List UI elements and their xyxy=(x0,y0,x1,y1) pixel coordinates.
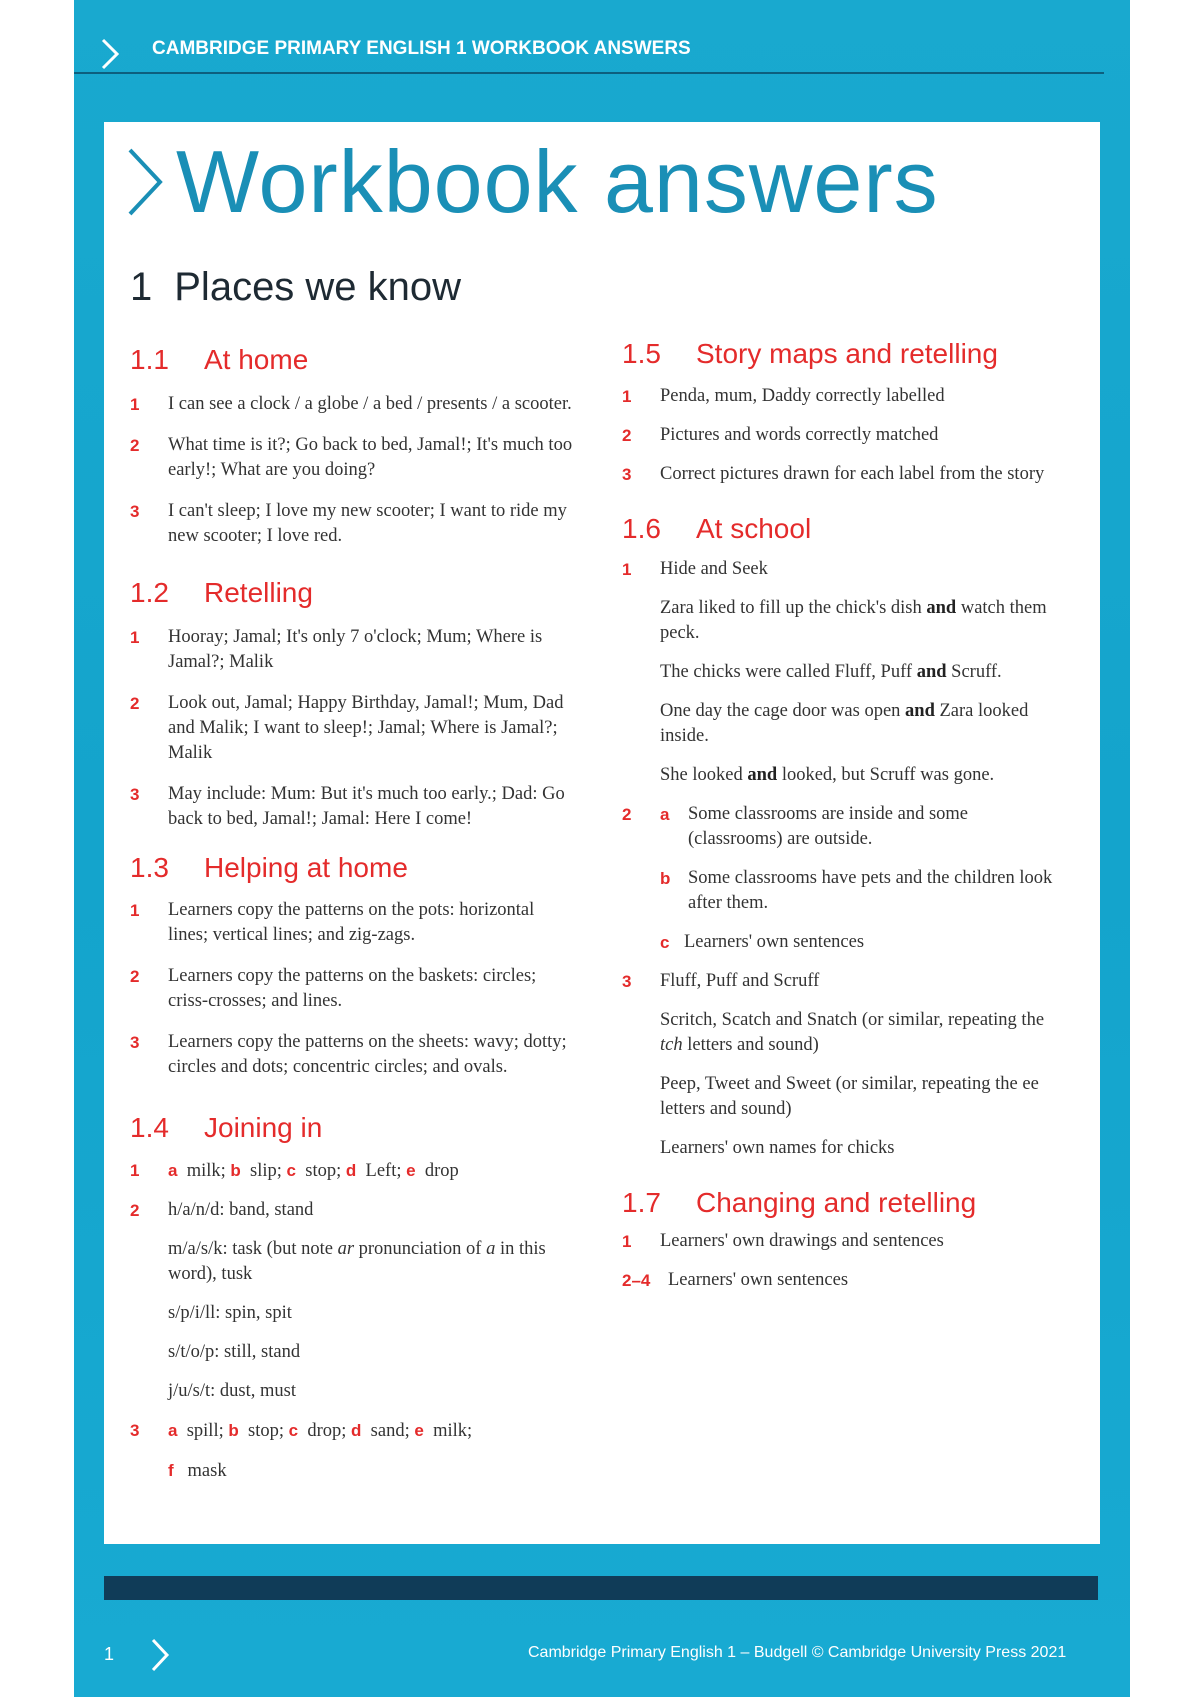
answer-item: 3 Learners copy the patterns on the sheets: wavy; dotty; circles and dots; concentric circles; and ovals. xyxy=(130,1030,575,1080)
answer-text: Learners' own sentences xyxy=(684,932,865,952)
section-heading xyxy=(622,1187,1067,1219)
answer-text: f mask xyxy=(168,1461,227,1481)
answer-text: The chicks were called Fluff, Puff and Scruff. xyxy=(660,662,1002,682)
answer-text: a milk; b slip; c stop; d Left; e drop xyxy=(168,1161,459,1181)
answer-item: 3 a spill; b stop; c drop; d sand; e milk; xyxy=(130,1418,575,1444)
answer-text: Some classrooms have pets and the children look after them. xyxy=(688,868,1053,913)
chevron-right-icon xyxy=(150,1638,170,1672)
answer-text: Learners' own drawings and sentences xyxy=(660,1231,944,1251)
answer-item: 1 Learners copy the patterns on the pots: horizontal lines; vertical lines; and zig-zags. xyxy=(130,898,575,948)
header-divider xyxy=(74,72,1104,74)
answer-item: 2 What time is it?; Go back to bed, Jamal!; It's much too early!; What are you doing? xyxy=(130,433,575,483)
answer-text: I can't sleep; I love my new scooter; I want to ride my new scooter; I love red. xyxy=(168,501,567,546)
chevron-right-icon xyxy=(100,38,120,70)
unit-title-text: Places we know xyxy=(174,265,462,309)
answer-item: 1 a milk; b slip; c stop; d Left; e drop xyxy=(130,1158,575,1184)
answer-text: j/u/s/t: dust, must xyxy=(168,1381,296,1401)
section-title: Changing and retelling xyxy=(696,1187,977,1218)
right-column xyxy=(622,338,1067,1293)
answer-item: 1 Hooray; Jamal; It's only 7 o'clock; Mum; Where is Jamal?; Malik xyxy=(130,625,575,675)
page-title-text: Workbook answers xyxy=(176,132,939,231)
unit-number: 1 xyxy=(130,265,153,309)
answer-number: 2–4 xyxy=(622,1271,651,1290)
answer-text: Learners copy the patterns on the baskets: circles; criss-crosses; and lines. xyxy=(168,966,537,1011)
answer-text: May include: Mum: But it's much too early.; Dad: Go back to bed, Jamal!; Jamal: Here I come! xyxy=(168,784,565,829)
footer-bar xyxy=(104,1576,1098,1600)
answer-text: Fluff, Puff and Scruff xyxy=(660,971,820,991)
running-header: CAMBRIDGE PRIMARY ENGLISH 1 WORKBOOK ANSWERS xyxy=(152,38,691,59)
answer-text: m/a/s/k: task (but note ar pronunciation of a in this word), tusk xyxy=(168,1239,546,1284)
answer-text: Penda, mum, Daddy correctly labelled xyxy=(660,386,945,406)
answer-item: 2 Pictures and words correctly matched xyxy=(622,423,1067,448)
section-number: 1.7 xyxy=(622,1187,661,1218)
section-heading xyxy=(622,338,1067,370)
answer-text: Learners copy the patterns on the pots: horizontal lines; vertical lines; and zig-zags. xyxy=(168,900,535,945)
answer-text: Peep, Tweet and Sweet (or similar, repeating the ee letters and sound) xyxy=(660,1074,1039,1119)
answer-item: 3 May include: Mum: But it's much too early.; Dad: Go back to bed, Jamal!; Jamal: Here I come! xyxy=(130,782,575,832)
answer-text: Pictures and words correctly matched xyxy=(660,425,939,445)
section-title: Retelling xyxy=(204,577,313,608)
page-title xyxy=(126,132,939,232)
answer-text: What time is it?; Go back to bed, Jamal!; It's much too early!; What are you doing? xyxy=(168,435,573,480)
section-number: 1.1 xyxy=(130,344,169,375)
section-heading xyxy=(130,577,575,609)
left-column xyxy=(130,344,575,1484)
section-title: At school xyxy=(696,513,812,544)
answer-text: Look out, Jamal; Happy Birthday, Jamal!; Mum, Dad and Malik; I want to sleep!; Jamal; Where is Jamal?; Malik xyxy=(168,693,564,763)
answer-item: 1 Penda, mum, Daddy correctly labelled xyxy=(622,384,1067,409)
section-heading xyxy=(130,852,575,884)
answer-text: Learners copy the patterns on the sheets: wavy; dotty; circles and dots; concentric circles; and ovals. xyxy=(168,1032,567,1077)
section-heading xyxy=(130,1112,575,1144)
answer-item: 1 I can see a clock / a globe / a bed / presents / a scooter. xyxy=(130,392,575,417)
page-number: 1 xyxy=(104,1644,115,1664)
answer-item xyxy=(622,1268,1067,1293)
answer-text: One day the cage door was open and Zara looked inside. xyxy=(660,701,1029,746)
answer-item: 3 Correct pictures drawn for each label from the story xyxy=(622,462,1067,487)
answer-text: Zara liked to fill up the chick's dish and watch them peck. xyxy=(660,598,1047,643)
answer-item: 1 Hide and Seek xyxy=(622,557,1067,582)
answer-item: 2 a Some classrooms are inside and some (classrooms) are outside. b Some classrooms have pets and the children look after them. c Learners' own sentences xyxy=(622,802,1067,955)
answer-text: Hooray; Jamal; It's only 7 o'clock; Mum; Where is Jamal?; Malik xyxy=(168,627,543,672)
answer-item: 3 Fluff, Puff and Scruff xyxy=(622,969,1067,994)
section-number: 1.3 xyxy=(130,852,169,883)
answer-text: a spill; b stop; c drop; d sand; e milk; xyxy=(168,1421,473,1441)
answer-text: h/a/n/d: band, stand xyxy=(168,1200,314,1220)
answer-item: 2 Look out, Jamal; Happy Birthday, Jamal!; Mum, Dad and Malik; I want to sleep!; Jamal; Where is Jamal?; Malik xyxy=(130,691,575,766)
section-number: 1.4 xyxy=(130,1112,169,1143)
answer-text: Some classrooms are inside and some (classrooms) are outside. xyxy=(688,804,969,849)
answer-text: She looked and looked, but Scruff was gone. xyxy=(660,765,995,785)
answer-item: 1 Learners' own drawings and sentences xyxy=(622,1229,1067,1254)
section-title: At home xyxy=(204,344,309,375)
answer-text: Hide and Seek xyxy=(660,559,768,579)
section-title: Joining in xyxy=(204,1112,323,1143)
section-number: 1.5 xyxy=(622,338,661,369)
answer-text: Learners' own names for chicks xyxy=(660,1138,895,1158)
answer-item: 2 h/a/n/d: band, stand xyxy=(130,1198,575,1223)
section-number: 1.6 xyxy=(622,513,661,544)
answer-text: s/t/o/p: still, stand xyxy=(168,1342,301,1362)
section-title: Story maps and retelling xyxy=(696,338,998,369)
section-heading xyxy=(622,513,1067,545)
chevron-right-icon xyxy=(126,146,164,218)
answer-item: 2 Learners copy the patterns on the baskets: circles; criss-crosses; and lines. xyxy=(130,964,575,1014)
section-title: Helping at home xyxy=(204,852,408,883)
section-number: 1.2 xyxy=(130,577,169,608)
unit-title xyxy=(130,265,461,310)
answer-text: Learners' own sentences xyxy=(668,1270,849,1290)
answer-item: 3 I can't sleep; I love my new scooter; I want to ride my new scooter; I love red. xyxy=(130,499,575,549)
section-heading xyxy=(130,344,575,376)
footer-copyright: Cambridge Primary English 1 – Budgell © Cambridge University Press 2021 xyxy=(528,1644,1067,1661)
answer-text: Correct pictures drawn for each label from the story xyxy=(660,464,1045,484)
answer-text: I can see a clock / a globe / a bed / presents / a scooter. xyxy=(168,394,572,414)
answer-text: s/p/i/ll: spin, spit xyxy=(168,1303,292,1323)
answer-text: Scritch, Scatch and Snatch (or similar, repeating the tch letters and sound) xyxy=(660,1010,1045,1055)
